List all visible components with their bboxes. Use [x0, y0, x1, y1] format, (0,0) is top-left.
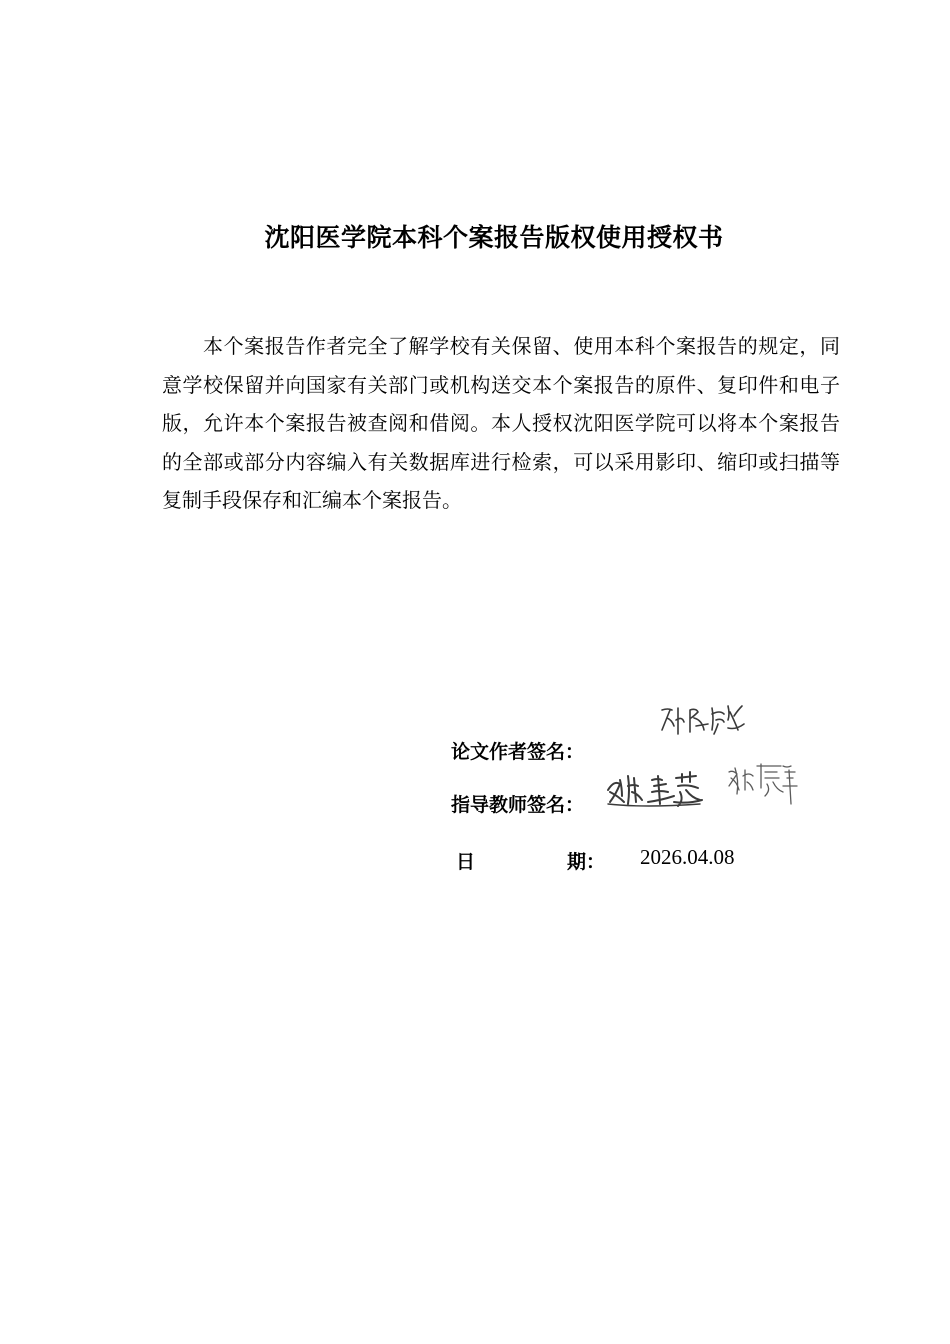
date-label-day: 日 — [456, 851, 476, 873]
advisor-signature-primary — [604, 766, 704, 810]
date-label — [456, 847, 605, 874]
date-value: 2026.04.08 — [640, 845, 735, 869]
advisor-signature-label: 指导教师签名： — [451, 794, 585, 816]
author-signature-label: 论文作者签名： — [451, 741, 585, 763]
authorization-paragraph: 本个案报告作者完全了解学校有关保留、使用本科个案报告的规定，同意学校保留并向国家有关部门或机构送交本个案报告的原件、复印件和电子版，允许本个案报告被查阅和借阅。本人授权沈阳医学院可以将本个案报告的全部或部分内容编入有关数据库进行检索，可以采用影印、缩印或扫描等复制手段保存和汇编本个案报告。 — [162, 334, 840, 512]
date-label-period: 期： — [567, 851, 606, 873]
advisor-signature-secondary — [725, 760, 799, 808]
author-signature — [658, 700, 748, 738]
document-title: 沈阳医学院本科个案报告版权使用授权书 — [264, 223, 724, 252]
